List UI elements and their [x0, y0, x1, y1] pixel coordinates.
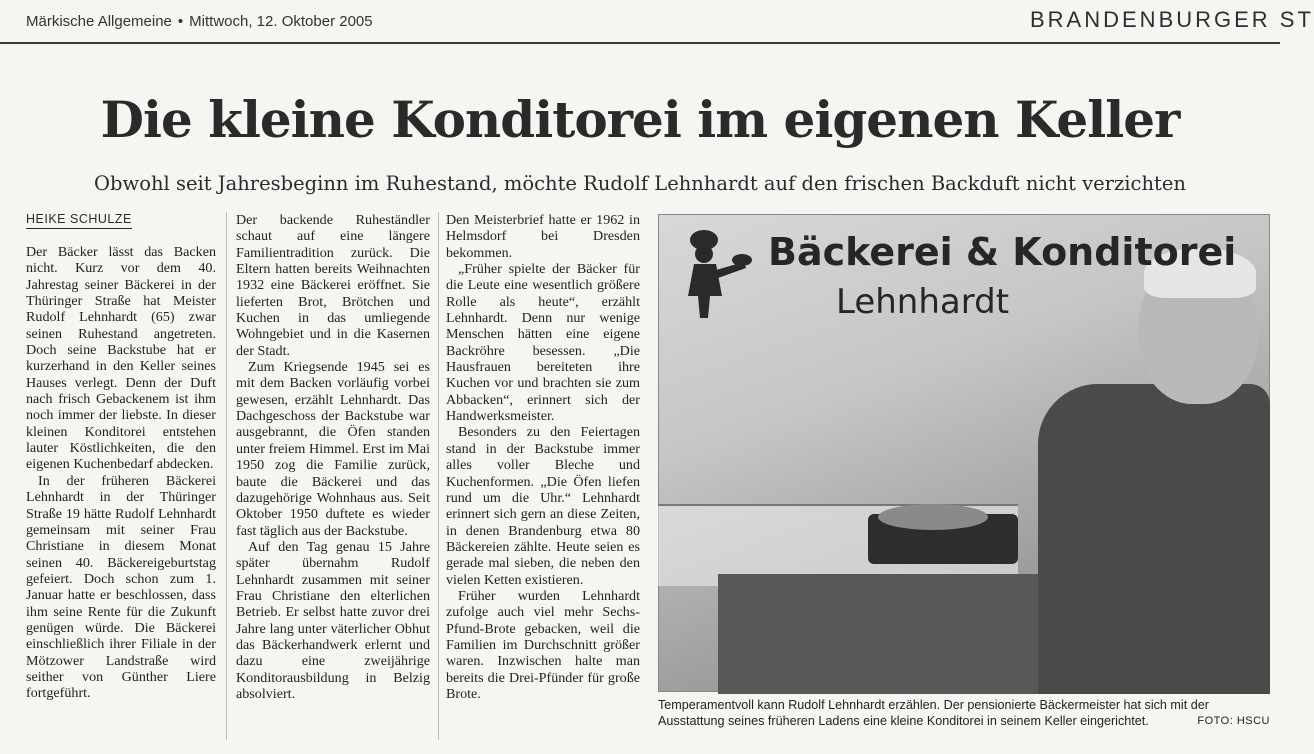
paragraph: Früher wurden Lehnhardt zufolge auch viel mehr Sechs-Pfund-Brote gebacken, weil die Familien im Durchschnitt größer waren. Inzwischen halte man bereits die Drei-Pfünder für große Brote.: [446, 587, 640, 702]
column-divider: [226, 212, 227, 740]
masthead: [0, 0, 1314, 44]
article-column-2: [236, 212, 430, 702]
article-column-1: [26, 244, 216, 702]
paragraph: „Früher spielte der Bäcker für die Leute eine wesentlich größere Rolle als heute“, erzählt Lehnhardt. Denn nur wenige Menschen hätten eine eigene Backröhre besessen. „Die Hausfrauen bereiteten ihre Kuchen vor und brachten sie zum Abbacken“, erinnert sich der Handwerksmeister.: [446, 261, 640, 425]
headline: Die kleine Konditorei im eigenen Keller: [100, 90, 1180, 149]
masthead-info: [26, 13, 373, 30]
paragraph: Der Bäcker lässt das Backen nicht. Kurz vor dem 40. Jahrestag seiner Bäckerei in der Thüringer Straße hat Meister Rudolf Lehnhardt (65) zwar seinen Ruhestand angetreten. Doch seine Backstube hat er kurzerhand in den Keller seines Hauses verlegt. Denn der Duft nach frisch Gebackenem ist ihm noch immer der liebste. In dieser kleinen Konditorei entstehen lauter Köstlichkeiten, die den eigenen Kuchenbedarf abdecken.: [26, 244, 216, 473]
paragraph: Der backende Ruheständler schaut auf eine längere Familientradition zurück. Die Eltern hatten bereits Weihnachten 1932 eine Bäckerei eröffnet. Sie lieferten Brot, Brötchen und Kuchen in das umliegende Wohngebiet und in die Kasernen der Stadt.: [236, 212, 430, 359]
article-column-3: [446, 212, 640, 702]
subheadline: Obwohl seit Jahresbeginn im Ruhestand, möchte Rudolf Lehnhardt auf den frischen Backduft nicht verzichten: [94, 172, 1186, 195]
photo-pan: [878, 504, 988, 530]
column-divider: [438, 212, 439, 740]
photo-credit: FOTO: HSCU: [1197, 715, 1270, 727]
shop-sign-line2: Lehnhardt: [836, 282, 1010, 322]
shop-sign-line1: Bäckerei & Konditorei: [768, 230, 1237, 274]
section-title: BRANDENBURGER ST: [1030, 7, 1314, 32]
byline: HEIKE SCHULZE: [26, 212, 132, 229]
photo-shelf: [718, 574, 1058, 694]
separator-dot-icon: •: [177, 13, 184, 30]
caption-text: Temperamentvoll kann Rudolf Lehnhardt erzählen. Der pensionierte Bäckermeister hat sich mit der Ausstattung seines früheren Ladens eine kleine Konditorei in seinem Keller eingerichtet.: [658, 698, 1209, 728]
article-photo: [658, 214, 1270, 692]
photo-baker-body: [1038, 384, 1270, 694]
baker-silhouette-icon: [664, 226, 754, 321]
newspaper-name: Märkische Allgemeine: [26, 13, 172, 30]
paragraph: Den Meisterbrief hatte er 1962 in Helmsdorf bei Dresden bekommen.: [446, 212, 640, 261]
paragraph: Zum Kriegsende 1945 sei es mit dem Backen vorläufig vorbei gewesen, erzählt Lehnhardt. Das Dachgeschoss der Backstube war ausgebrannt, die Öfen standen unter freiem Himmel. Erst im Mai 1950 zog die Familie zurück, baute die Bäckerei und das dazugehörige Wohnhaus aus. Seit Oktober 1950 duftete es wieder fast täglich aus der Backstube.: [236, 359, 430, 539]
paragraph: In der früheren Bäckerei Lehnhardt in der Thüringer Straße 19 hätte Rudolf Lehnhardt gemeinsam mit seiner Frau Christiane in diesem Monat seinen 40. Bäckereigeburtstag gefeiert. Doch schon zum 1. Januar hatte er beschlossen, dass ihm seine Rente für die Zukunft genügen würde. Die Bäckerei einschließlich ihrer Filiale in der Mötzower Landstraße wird seither von Günther Liere fortgeführt.: [26, 472, 216, 702]
paragraph: Besonders zu den Feiertagen stand in der Backstube immer alles voller Bleche und Kuchenformen. „Die Öfen liefen rund um die Uhr.“ Lehnhardt erinnert sich gern an diese Zeiten, in denen Brandenburg etwa 80 Bäckereien zählte. Heute seien es gerade mal sieben, die neben den vielen Ketten existieren.: [446, 424, 640, 588]
paragraph: Auf den Tag genau 15 Jahre später übernahm Rudolf Lehnhardt zusammen mit seiner Frau Christiane den elterlichen Betrieb. Er selbst hatte zuvor drei Jahre lang unter väterlicher Obhut das Bäckerhandwerk erlernt und dazu eine zweijährige Konditorausbildung in Belzig absolviert.: [236, 538, 430, 702]
photo-caption: [658, 697, 1270, 729]
issue-date: Mittwoch, 12. Oktober 2005: [189, 13, 373, 30]
